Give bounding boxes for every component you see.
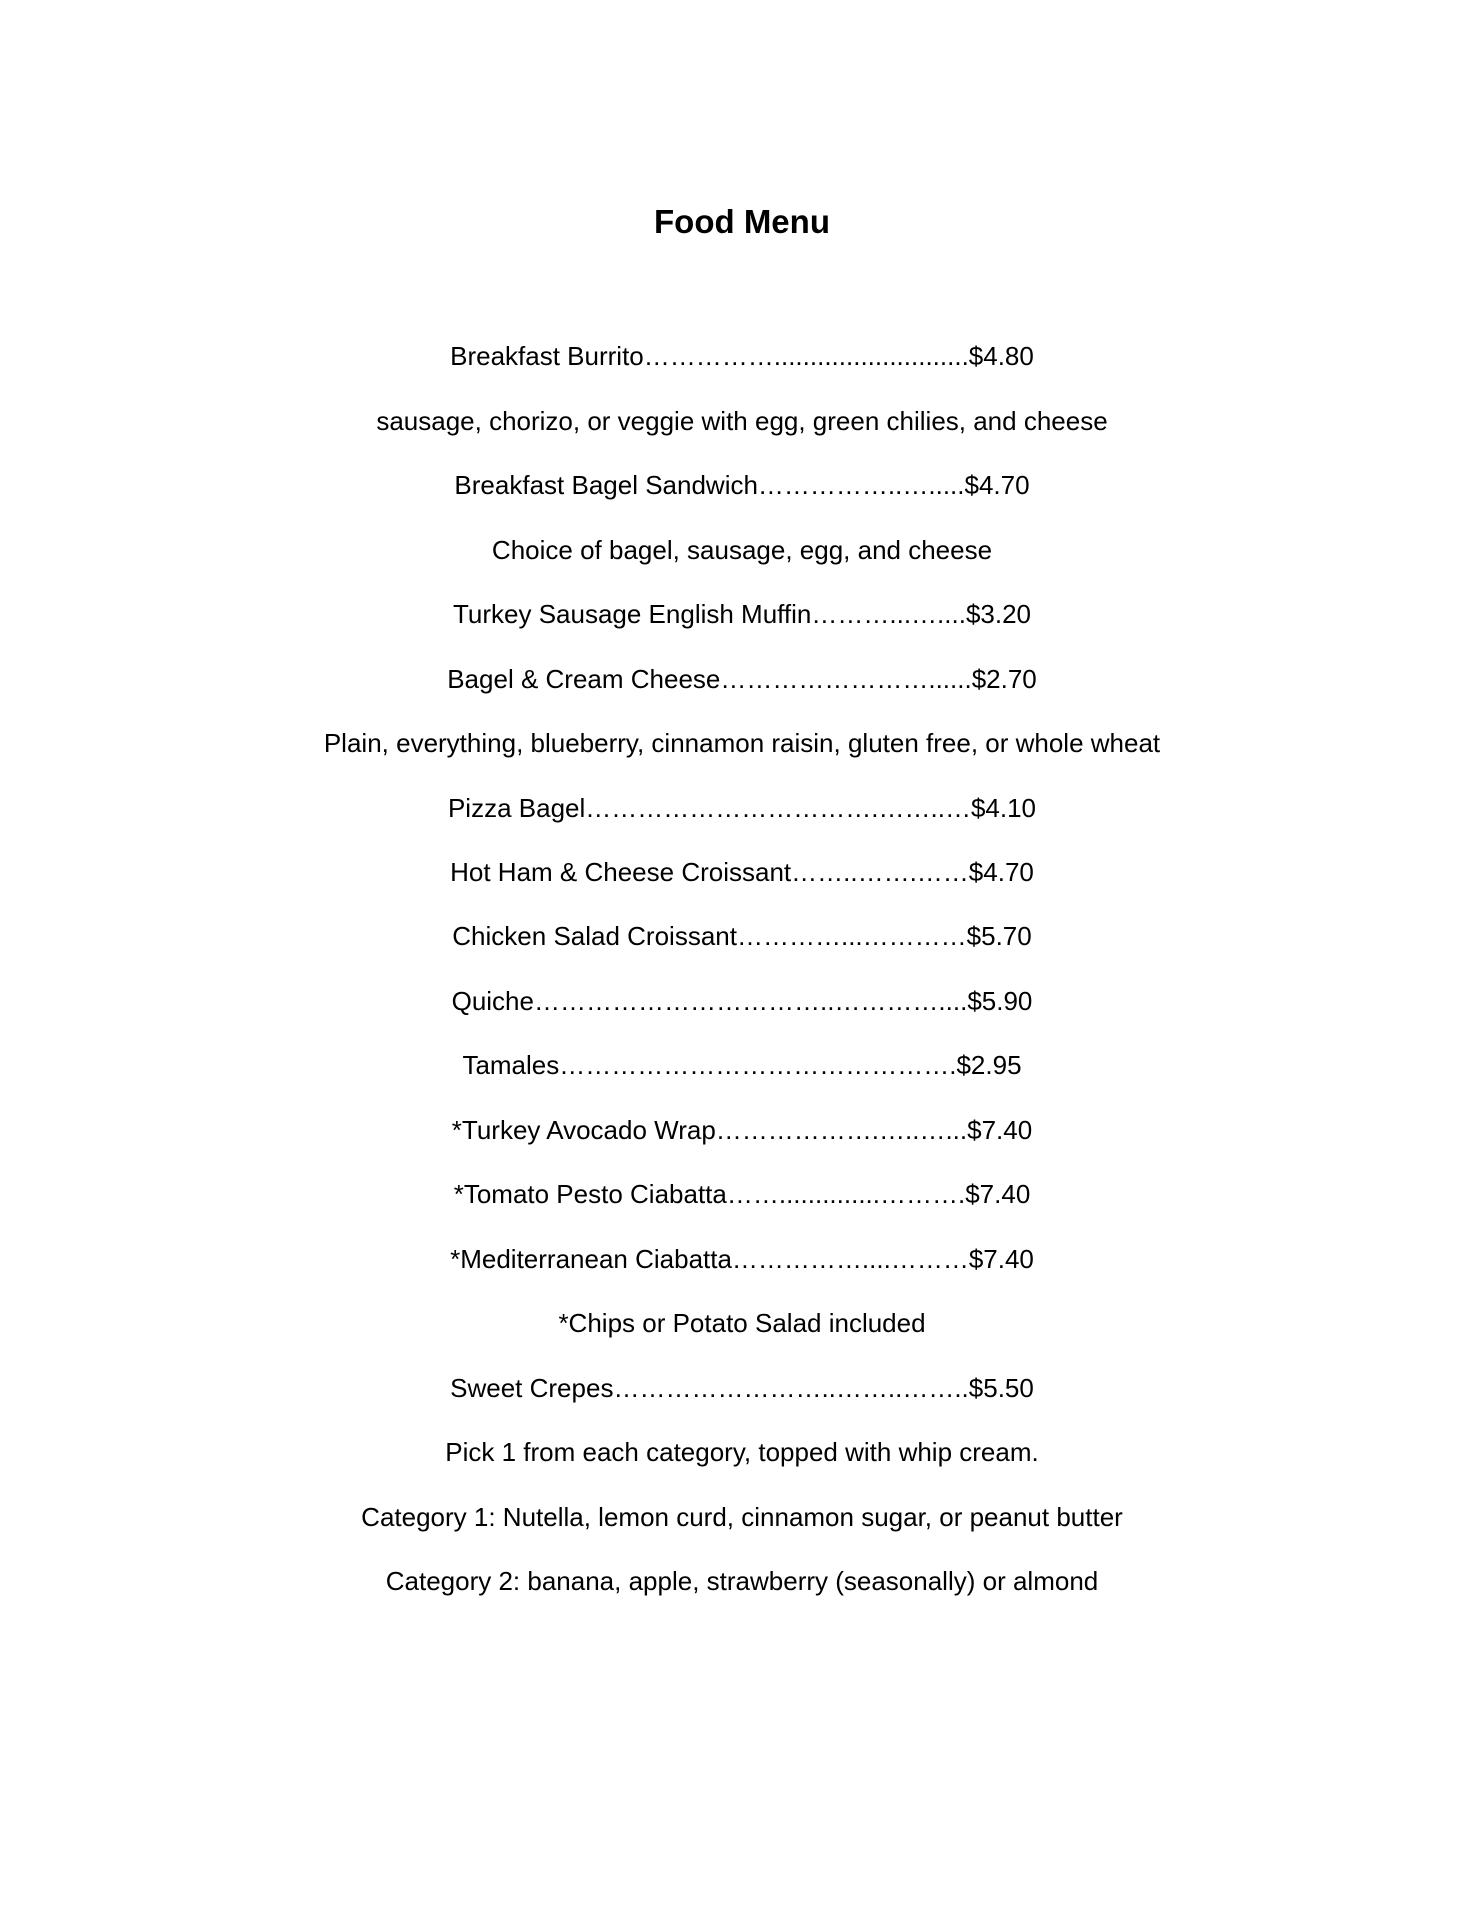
menu-item-sweet-crepes: Sweet Crepes……………………..……..……..$5.50 <box>450 1373 1034 1403</box>
footnote: *Chips or Potato Salad included <box>558 1308 926 1338</box>
menu-item-bagel-cream-cheese: Bagel & Cream Cheese……………………......$2.70 <box>447 664 1037 694</box>
menu-item-quiche: Quiche……………………………..…………....$5.90 <box>451 986 1033 1016</box>
menu-item-chicken-salad-croissant: Chicken Salad Croissant…………...…………$5.70 <box>452 921 1032 951</box>
item-description: Pick 1 from each category, topped with whip cream. <box>445 1437 1039 1467</box>
menu-item-hot-ham-cheese-croissant: Hot Ham & Cheese Croissant……..…….……$4.70 <box>450 857 1034 887</box>
item-description: Plain, everything, blueberry, cinnamon raisin, gluten free, or whole wheat <box>323 728 1161 758</box>
menu-item-turkey-avocado-wrap: *Turkey Avocado Wrap……………….…..…...$7.40 <box>451 1115 1033 1145</box>
item-description: Category 1: Nutella, lemon curd, cinnamon sugar, or peanut butter <box>361 1502 1123 1532</box>
menu-item-breakfast-bagel-sandwich: Breakfast Bagel Sandwich……………..….....$4.70 <box>454 470 1030 500</box>
item-description: Category 2: banana, apple, strawberry (seasonally) or almond <box>385 1566 1099 1596</box>
menu-item-turkey-sausage-english-muffin: Turkey Sausage English Muffin………...…....$3.20 <box>452 599 1032 629</box>
menu-item-tamales: Tamales……………………………………….$2.95 <box>462 1050 1022 1080</box>
menu-item-breakfast-burrito: Breakfast Burrito……………...........................$4.80 <box>450 341 1034 371</box>
menu-item-tomato-pesto-ciabatta: *Tomato Pesto Ciabatta……..............……….$7.40 <box>453 1179 1031 1209</box>
page-title: Food Menu <box>654 203 830 240</box>
item-description: sausage, chorizo, or veggie with egg, green chilies, and cheese <box>376 406 1108 436</box>
item-description: Choice of bagel, sausage, egg, and cheese <box>491 535 993 565</box>
menu-item-mediterranean-ciabatta: *Mediterranean Ciabatta……………....………$7.40 <box>450 1244 1034 1274</box>
menu-item-pizza-bagel: Pizza Bagel…………………………….……..…$4.10 <box>447 793 1037 823</box>
